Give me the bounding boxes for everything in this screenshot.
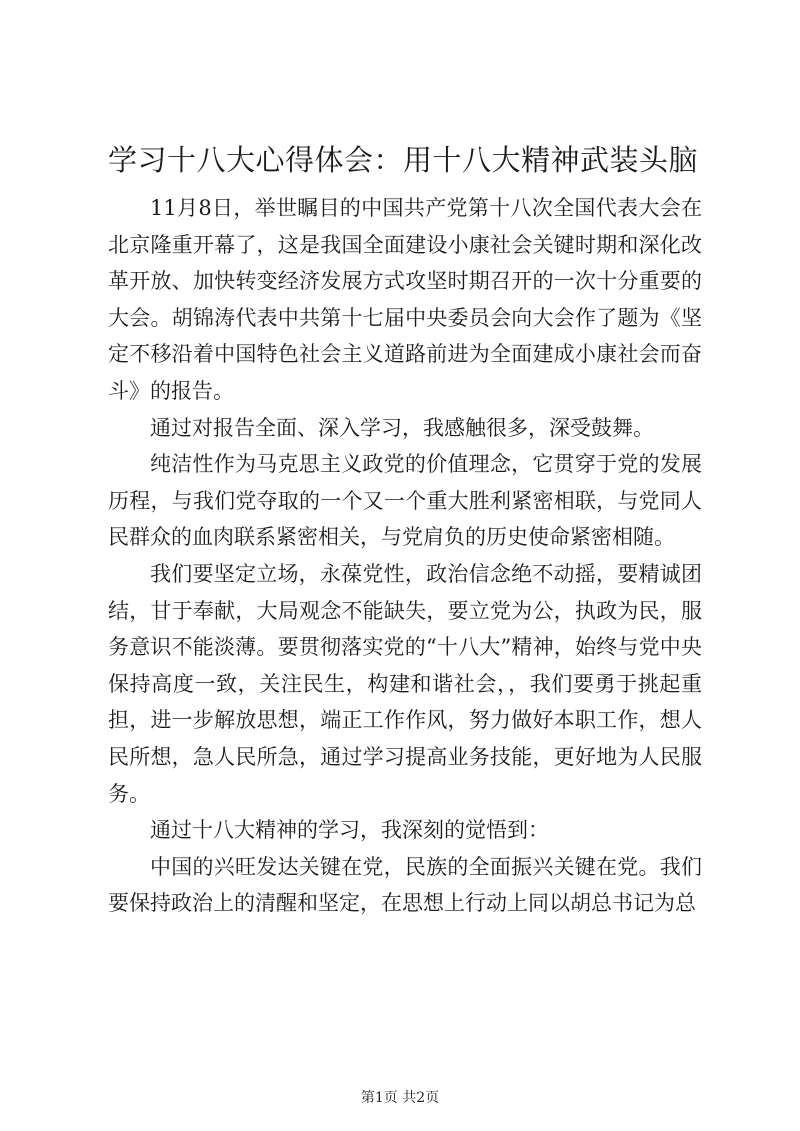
document-body [108, 190, 702, 922]
page-number-footer: 第1页 共2页 [360, 1090, 440, 1106]
paragraph-realization: 通过十八大精神的学习，我深刻的觉悟到： [150, 818, 549, 843]
paragraph-opening: 11月8日，举世瞩目的中国共产党第十八次全国代表大会在北京隆重开幕了，这是我国全面建设小康社会关键时期和深化改革开放、加快转变经济发展方式攻坚时期召开的一次十分重要的大会。胡锦涛代表中共第十七届中央委员会向大会作了题为《坚定不移沿着中国特色社会主义道路前进为全面建成小康社会而奋斗》的报告。 [108, 196, 702, 403]
paragraph-party-key: 中国的兴旺发达关键在党，民族的全面振兴关键在党。我们要保持政治上的清醒和坚定，在思想上行动上同以胡总书记为总 [108, 854, 702, 916]
document-title: 学习十八大心得体会：用十八大精神武装头脑 [108, 143, 699, 177]
paragraph-commitments: 我们要坚定立场，永葆党性，政治信念绝不动摇，要精诚团结，甘于奉献，大局观念不能缺失，要立党为公，执政为民，服务意识不能淡薄。要贯彻落实党的“十八大”精神，始终与党中央保持高度一致，关注民生，构建和谐社会，，我们要勇于挑起重担，进一步解放思想，端正工作作风，努力做好本职工作，想人民所想，急人民所急，通过学习提高业务技能，更好地为人民服务。 [108, 561, 702, 806]
paragraph-purity: 纯洁性作为马克思主义政党的价值理念，它贯穿于党的发展历程，与我们党夺取的一个又一个重大胜利紧密相联，与党同人民群众的血肉联系紧密相关，与党肩负的历史使命紧密相随。 [108, 452, 702, 550]
paragraph-impression: 通过对报告全面、深入学习，我感触很多，深受鼓舞。 [150, 415, 654, 440]
